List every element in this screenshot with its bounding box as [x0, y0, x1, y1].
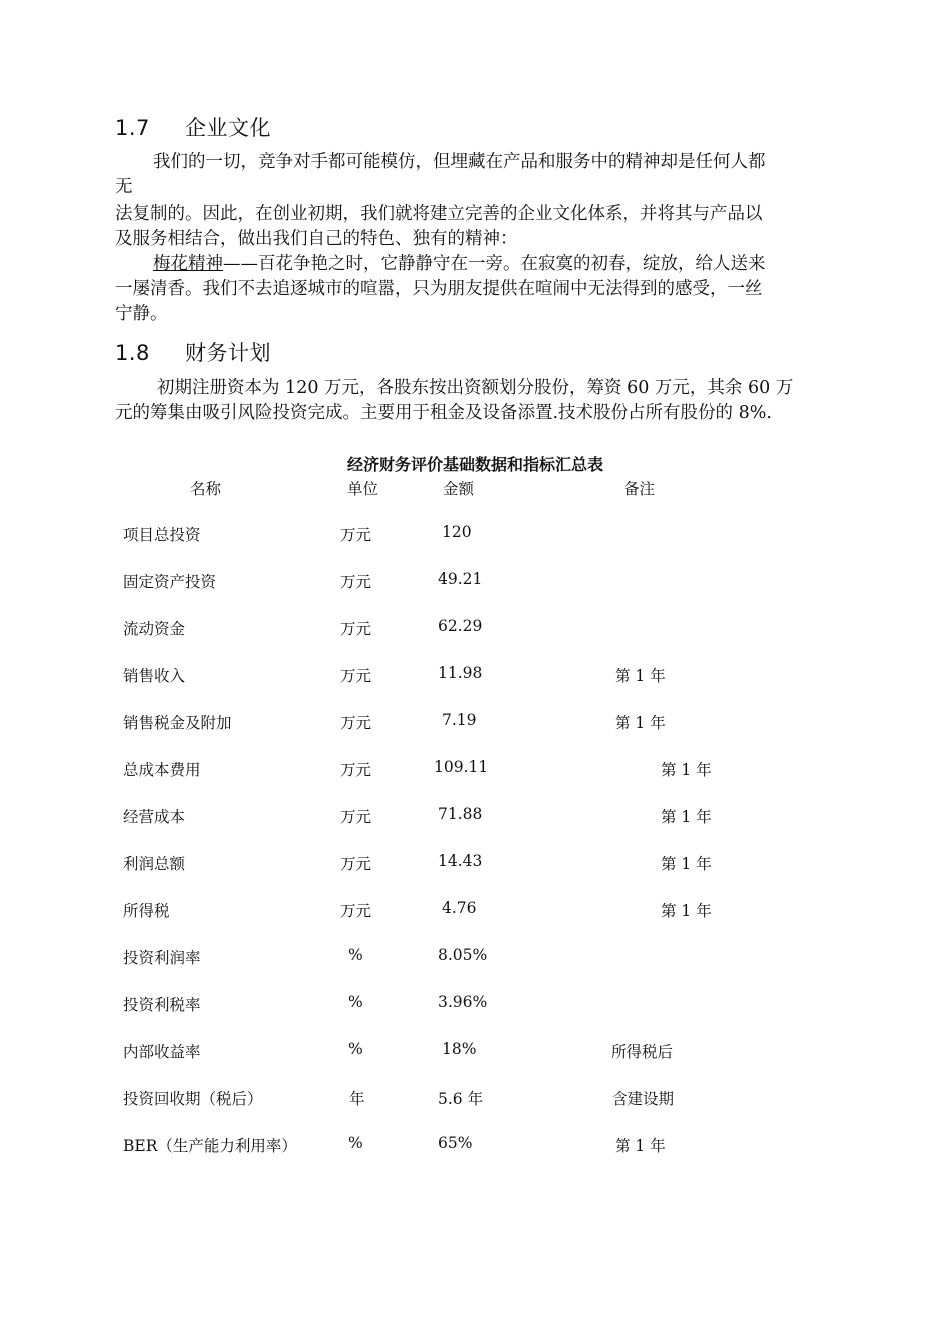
table-cell-amount: 18% — [442, 1040, 477, 1058]
table-cell-unit: 万元 — [340, 808, 372, 826]
paragraph-line: 我们的一切，竞争对手都可能模仿，但埋藏在产品和服务中的精神却是任何人都 — [153, 152, 766, 172]
table-cell-name: 销售收入 — [123, 667, 186, 685]
table-cell-note: 第 1 年 — [615, 714, 666, 732]
table-cell-amount: 8.05% — [438, 946, 488, 964]
table-cell-note: 第 1 年 — [661, 761, 712, 779]
paragraph-line: 及服务相结合，做出我们自己的特色、独有的精神： — [115, 229, 518, 249]
table-cell-unit: 年 — [349, 1090, 365, 1108]
table-cell-unit: 万元 — [340, 620, 372, 638]
paragraph-line: 初期注册资本为 120 万元，各股东按出资额划分股份，筹资 60 万元，其余 60 万 — [157, 378, 794, 398]
section-title: 财务计划 — [185, 341, 271, 365]
section-title: 企业文化 — [185, 116, 271, 140]
table-cell-name: 销售税金及附加 — [123, 714, 232, 732]
table-cell-amount: 71.88 — [438, 805, 483, 823]
section-heading-1-7 — [115, 112, 271, 142]
table-cell-name: 总成本费用 — [123, 761, 201, 779]
table-cell-unit: % — [348, 993, 363, 1011]
table-cell-note: 第 1 年 — [661, 855, 712, 873]
table-cell-name: 固定资产投资 — [123, 573, 217, 591]
highlighted-term: 梅花精神 — [153, 254, 223, 274]
section-number: 1.7 — [115, 116, 150, 140]
table-cell-unit: 万元 — [340, 761, 372, 779]
table-cell-amount: 14.43 — [438, 852, 483, 870]
table-cell-amount: 11.98 — [438, 664, 483, 682]
table-cell-name: 项目总投资 — [123, 526, 201, 544]
table-cell-unit: 万元 — [340, 667, 372, 685]
column-header-amount: 金额 — [443, 480, 475, 498]
table-cell-amount: 4.76 — [442, 899, 477, 917]
table-cell-unit: 万元 — [340, 902, 372, 920]
table-cell-note: 第 1 年 — [661, 902, 712, 920]
table-cell-amount: 3.96% — [438, 993, 488, 1011]
table-cell-amount: 62.29 — [438, 617, 483, 635]
table-cell-name: 投资利税率 — [123, 996, 201, 1014]
table-title: 经济财务评价基础数据和指标汇总表 — [346, 455, 603, 474]
table-cell-unit: 万元 — [340, 714, 372, 732]
table-cell-name: 流动资金 — [123, 620, 186, 638]
table-cell-unit: 万元 — [340, 855, 372, 873]
table-cell-amount: 5.6 年 — [438, 1090, 484, 1108]
table-cell-note: 第 1 年 — [615, 667, 666, 685]
table-cell-amount: 109.11 — [434, 758, 489, 776]
table-cell-unit: 万元 — [340, 526, 372, 544]
table-cell-name: 经营成本 — [123, 808, 186, 826]
paragraph-line: 法复制的。因此，在创业初期，我们就将建立完善的企业文化体系，并将其与产品以 — [115, 204, 763, 224]
table-cell-name: 投资利润率 — [123, 949, 201, 967]
table-cell-note: 第 1 年 — [615, 1137, 666, 1155]
table-cell-name: 利润总额 — [123, 855, 186, 873]
table-cell-amount: 120 — [442, 523, 472, 541]
table-cell-amount: 65% — [438, 1134, 473, 1152]
column-header-unit: 单位 — [347, 480, 379, 498]
table-cell-unit: % — [348, 946, 363, 964]
paragraph-line: 宁静。 — [115, 304, 168, 324]
table-cell-amount: 49.21 — [438, 570, 483, 588]
table-cell-name: 投资回收期（税后） — [123, 1090, 263, 1108]
column-header-note: 备注 — [624, 480, 656, 498]
table-cell-note: 第 1 年 — [661, 808, 712, 826]
table-cell-unit: 万元 — [340, 573, 372, 591]
table-cell-amount: 7.19 — [442, 711, 477, 729]
paragraph-line: 元的筹集由吸引风险投资完成。主要用于租金及设备添置.技术股份占所有股份的 8%. — [115, 403, 772, 423]
paragraph-line — [153, 252, 766, 277]
paragraph-line: 无 — [115, 177, 133, 197]
paragraph-text: ——百花争艳之时，它静静守在一旁。在寂寞的初春，绽放，给人送来 — [223, 254, 766, 274]
table-cell-name: 内部收益率 — [123, 1043, 201, 1061]
table-cell-unit: % — [348, 1040, 363, 1058]
paragraph-line: 一屡清香。我们不去追逐城市的喧嚣，只为朋友提供在喧闹中无法得到的感受，一丝 — [115, 279, 763, 299]
table-cell-unit: % — [348, 1134, 363, 1152]
table-cell-note: 所得税后 — [611, 1043, 674, 1061]
section-heading-1-8 — [115, 337, 271, 367]
column-header-name: 名称 — [190, 480, 222, 498]
table-cell-note: 含建设期 — [612, 1090, 675, 1108]
table-cell-name: BER（生产能力利用率） — [123, 1137, 297, 1155]
section-number: 1.8 — [115, 341, 150, 365]
table-cell-name: 所得税 — [123, 902, 170, 920]
